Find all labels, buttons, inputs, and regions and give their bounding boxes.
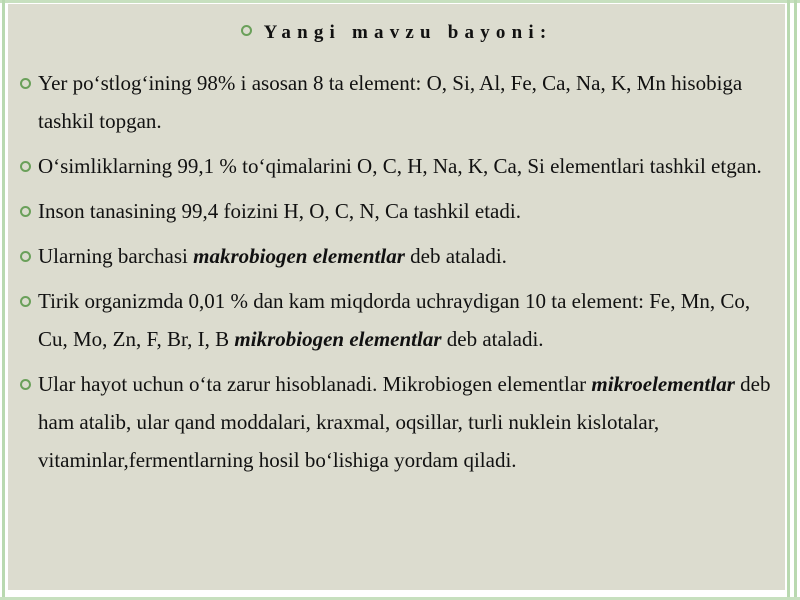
list-item	[20, 147, 780, 185]
item-text: Inson tanasining 99,4 foizini H, O, C, N, Ca tashkil etadi.	[38, 199, 521, 223]
bullet-icon	[20, 251, 31, 262]
slide-title-row	[8, 22, 785, 52]
slide-content	[8, 4, 785, 590]
list-item	[20, 237, 780, 275]
list-item	[20, 192, 780, 230]
term-makrobiogen: makrobiogen elementlar	[193, 244, 405, 268]
list-item	[20, 64, 780, 140]
item-text: deb ataladi.	[404, 244, 507, 268]
item-text: Tirik organizmda 0,01 % dan kam miqdorda uchraydigan 10 ta element: Fe, Mn, Co, Cu, Mo, Zn, F, Br, I, B	[38, 289, 751, 351]
bullet-icon	[20, 161, 31, 172]
list-item	[20, 282, 780, 358]
item-text: Ularning barchasi	[38, 244, 194, 268]
title-bullet-icon	[241, 25, 252, 36]
item-text: deb ataladi.	[441, 327, 544, 351]
bullet-icon	[20, 296, 31, 307]
term-mikrobiogen: mikrobiogen elementlar	[234, 327, 442, 351]
item-text: Ular hayot uchun o‘ta zarur hisoblanadi. Mikrobiogen elementlar	[38, 372, 592, 396]
list-item	[20, 365, 780, 479]
term-mikroelementlar: mikroelementlar	[591, 372, 735, 396]
item-text: Yer po‘stlog‘ining 98% i asosan 8 ta element: O, Si, Al, Fe, Ca, Na, K, Mn hisobiga tashkil topgan.	[38, 71, 743, 133]
frame-right-line-inner	[787, 0, 790, 600]
frame-left-line	[2, 0, 5, 600]
slide-title: Yangi mavzu bayoni:	[263, 22, 553, 43]
item-text: O‘simliklarning 99,1 % to‘qimalarini O, C, H, Na, K, Ca, Si elementlari tashkil etgan.	[38, 154, 762, 178]
item-text: deb ham atalib, ular qand moddalari, kraxmal, oqsillar, turli nuklein kislotalar, vitaminlar,fermentlarning hosil bo‘lishiga yordam qiladi.	[38, 372, 771, 472]
bullet-list	[20, 64, 780, 479]
bullet-icon	[20, 379, 31, 390]
bullet-icon	[20, 78, 31, 89]
frame-top-border	[0, 0, 800, 3]
frame-right-line-outer	[794, 0, 797, 600]
bullet-icon	[20, 206, 31, 217]
